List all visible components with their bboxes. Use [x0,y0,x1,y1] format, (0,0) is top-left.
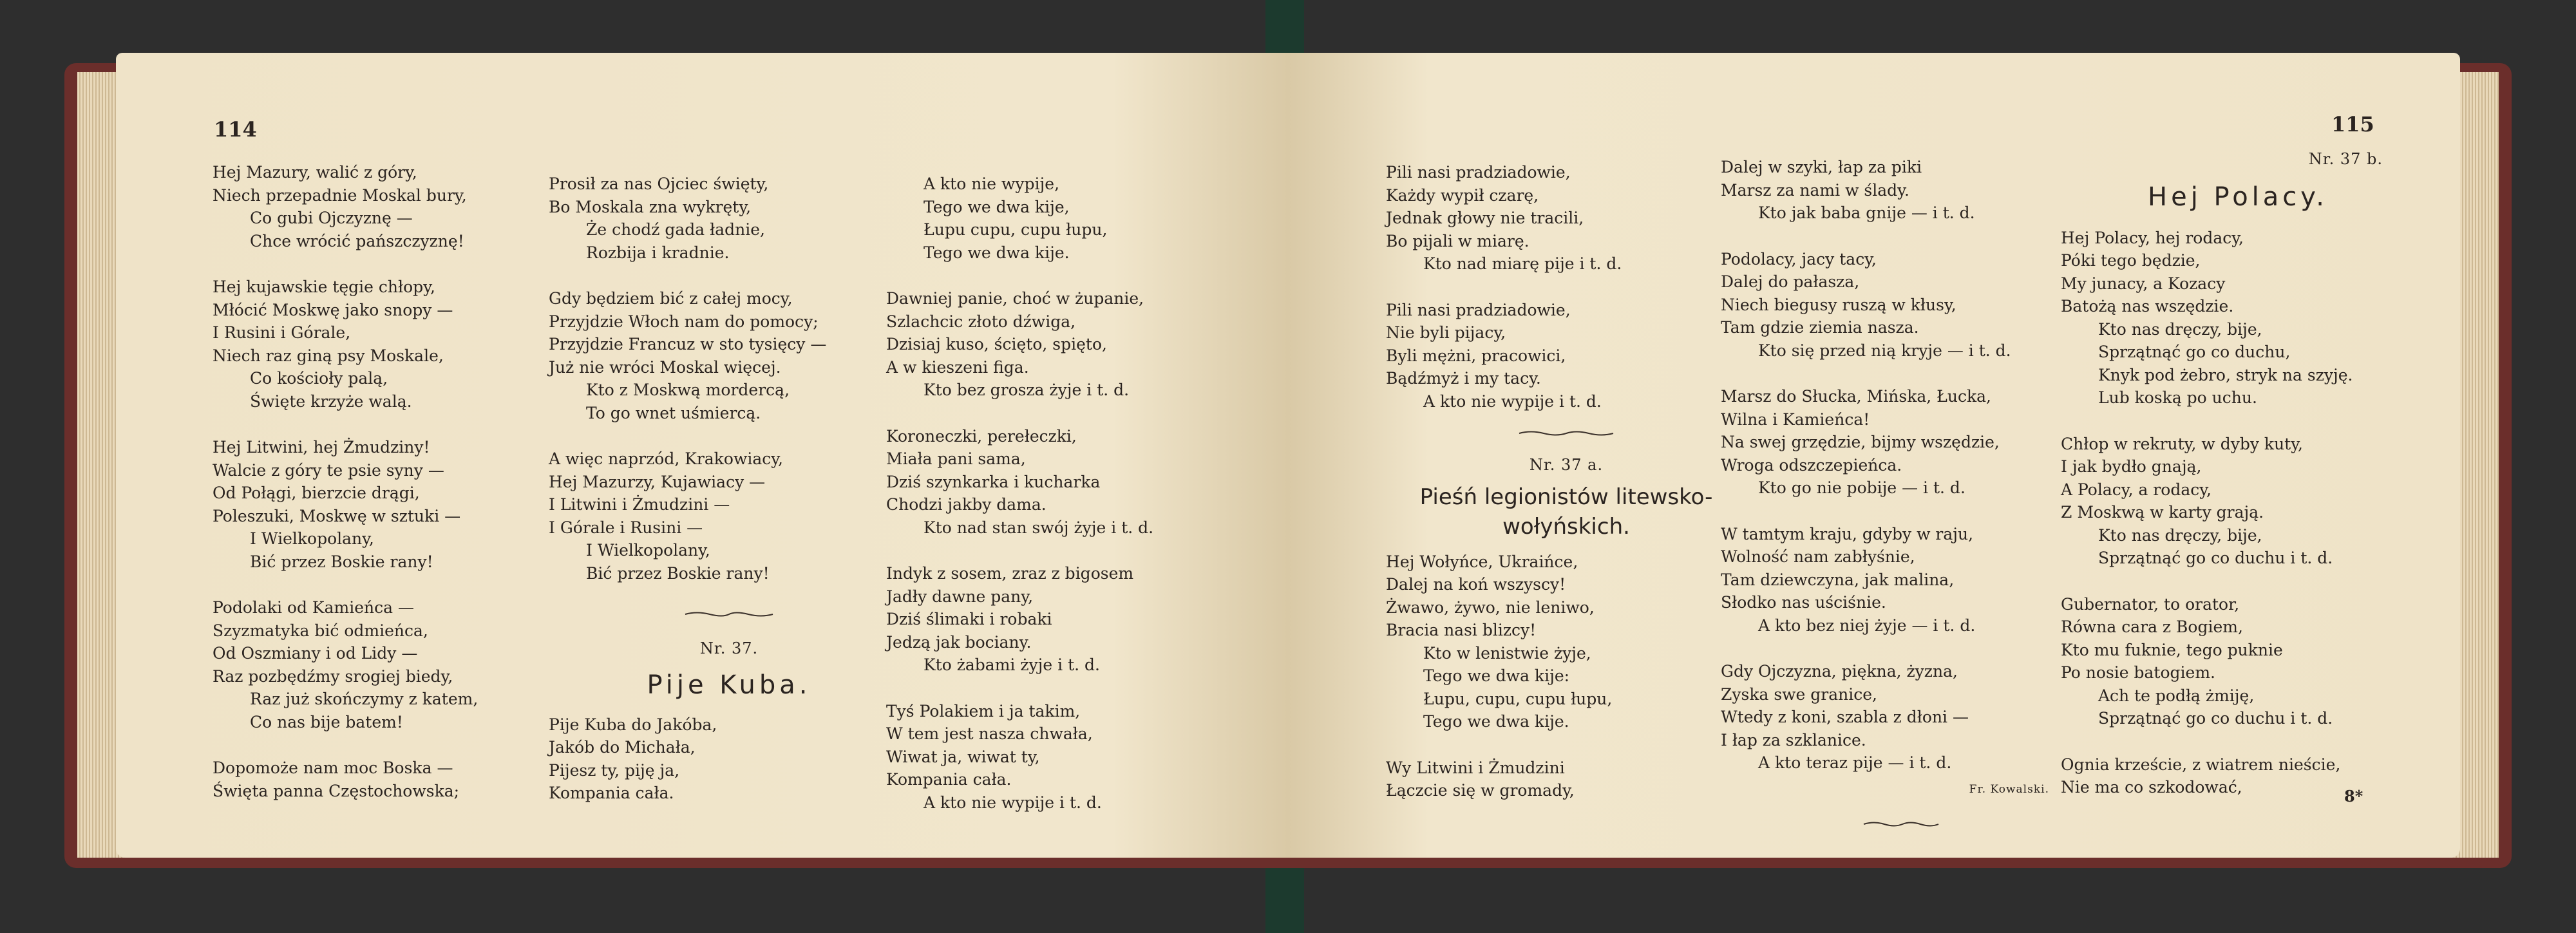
verse-line: Dopomoże nam moc Boska — [213,759,453,777]
verse-line: Ach te podłą żmiję, [2098,686,2255,705]
verse-line: Pili nasi pradziadowie, [1386,300,1571,319]
verse-line: Że chodź gada ładnie, [586,220,766,239]
stanza-gap [549,264,909,287]
verse-line: W tamtym kraju, gdyby w raju, [1721,524,1974,543]
verse-line: Indyk z sosem, zraz z bigosem [886,564,1134,583]
verse-block [549,713,909,805]
song-title: Pije Kuba. [647,670,811,700]
verse-line: Niech biegusy ruszą w kłusy, [1721,295,1956,314]
left-column-3 [886,173,1247,814]
verse-line: Wy Litwini i Żmudzini [1386,758,1565,777]
verse-line: Zyska swe granice, [1721,684,1877,704]
stanza-gap [886,677,1247,700]
page-number-left: 114 [214,117,257,142]
verse-line: Byli mężni, pracowici, [1386,346,1566,365]
verse-block [549,173,909,585]
verse-line: Bo pijali w miarę. [1386,231,1530,250]
verse-line: Święta panna Częstochowska; [213,781,460,800]
ornament-divider [549,610,909,619]
verse-line: Dalej do pałasza, [1721,272,1860,291]
verse-line: Tego we dwa kije. [923,243,1070,262]
verse-line: Kto nas dręczy, bije, [2098,319,2262,339]
verse-line: Kto w lenistwie żyje, [1423,643,1591,663]
stanza-gap [213,573,573,596]
verse-block [886,173,1247,814]
verse-line: Młócić Moskwę jako snopy — [213,300,453,319]
verse-line: Kto go nie pobije — i t. d. [1758,478,1965,497]
verse-line: Batożą nas wszędzie. [2061,297,2234,316]
verse-line: Kto żabami żyje i t. d. [923,655,1100,674]
verse-line: Pili nasi pradziadowie, [1386,163,1571,182]
verse-line: Nie byli pijacy, [1386,323,1506,342]
verse-line: Jakób do Michała, [549,738,696,757]
verse-line: Podolacy, jacy tacy, [1721,249,1877,269]
stanza-gap [1721,225,2081,248]
left-column-2 [549,173,909,805]
verse-line: Chodzi jakby dama. [886,495,1046,514]
verse-line: Gdy będziem bić z całej mocy, [549,289,793,308]
verse-line: Prosił za nas Ojciec święty, [549,174,769,193]
verse-line: Kompania cała. [886,770,1012,789]
verse-line: Łupu, cupu, cupu łupu, [1423,689,1613,708]
verse-line: Poleszuki, Moskwę w sztuki — [213,506,461,525]
verse-line: Kto się przed nią kryje — i t. d. [1758,341,2011,360]
verse-line: Wtedy z koni, szabla z dłoni — [1721,708,1969,726]
verse-line: Marsz za nami w ślady. [1721,180,1909,200]
verse-line: Słodko nas uściśnie. [1721,593,1886,612]
stanza-gap [2061,410,2421,433]
verse-line: Już nie wróci Moskal więcej. [549,357,781,377]
verse-line: A więc naprzód, Krakowiacy, [549,449,784,468]
stanza-gap [1721,637,2081,660]
verse-line: Łupu cupu, cupu łupu, [923,220,1108,239]
verse-line: Dzisiaj kuso, ścięto, spięto, [886,335,1107,353]
stanza-gap [886,539,1247,562]
stanza-gap [886,264,1247,287]
verse-line: Jedzą jak bociany. [886,632,1032,652]
verse-line: Przyjdzie Francuz w sto tysięcy — [549,335,827,353]
verse-line: Od Połągi, bierzcie drągi, [213,484,420,502]
verse-line: Raz pozbędźmy srogiej biedy, [213,666,453,686]
verse-line: Hej Litwini, hej Żmudziny! [213,438,430,457]
verse-line: Wolność nam zabłyśnie, [1721,547,1915,566]
verse-line: Po nosie batogiem. [2061,663,2215,682]
verse-line: To go wnet uśmiercą. [586,403,761,422]
page-number-right: 115 [2331,112,2374,137]
verse-line: A Polacy, a rodacy, [2061,480,2211,499]
verse-line: Wroga odszczepieńca. [1721,455,1902,475]
background-spine-bottom [1265,863,1304,933]
verse-line: Szlachcic złoto dźwiga, [886,312,1076,331]
verse-block [213,161,573,802]
verse-line: Tego we dwa kije: [1423,666,1570,685]
stanza-gap [213,252,573,276]
right-column-2 [1721,156,2081,829]
verse-line: Wilna i Kamieńca! [1721,410,1870,429]
verse-line: Bić przez Boskie rany! [586,563,770,583]
stanza-gap [886,402,1247,425]
verse-line: Jednak głowy nie tracili, [1386,209,1584,227]
song-number: Nr. 37. [699,639,759,657]
verse-line: Żwawo, żywo, nie leniwo, [1386,598,1595,617]
verse-line: Bracia nasi blizcy! [1386,621,1537,639]
verse-line: Sprzątnąć go co duchu, [2098,343,2291,361]
verse-line: Przyjdzie Włoch nam do pomocy; [549,312,819,331]
song-number: Nr. 37 a. [1529,456,1604,474]
verse-line: Lub koską po uchu. [2098,388,2257,407]
song-title: Hej Polacy. [2148,182,2328,212]
verse-line: Z Moskwą w karty grają. [2061,503,2264,522]
verse-line: Dawniej panie, choć w żupanie, [886,289,1144,308]
verse-line: Hej Mazury, walić z góry, [213,163,417,182]
verse-line: Dziś ślimaki i robaki [886,610,1052,628]
verse-line: Chłop w rekruty, w dyby kuty, [2061,434,2303,453]
signature-mark: 8* [2344,787,2363,806]
verse-line: Rozbija i kradnie. [586,243,730,262]
verse-line: Dziś szynkarka i kucharka [886,472,1101,491]
stanza-gap [2061,570,2421,593]
stanza-gap [1386,276,1747,299]
verse-line: A kto teraz pije — i t. d. [1758,753,1952,772]
verse-line: Co gubi Ojczyznę — [250,209,413,227]
verse-line: A kto bez niej żyje — i t. d. [1758,616,1976,635]
right-page [1288,53,2460,858]
verse-line: Niech przepadnie Moskal bury, [213,185,467,205]
stanza-gap [1721,362,2081,385]
verse-line: Dalej w szyki, łap za piki [1721,158,1922,176]
verse-line: Nie ma co szkodować, [2061,778,2242,796]
verse-line: I Górale i Rusini — [549,518,703,537]
verse-line: Każdy wypił czarę, [1386,185,1539,205]
verse-line: Tam dziewczyna, jak malina, [1721,570,1955,589]
verse-line: Sprzątnąć go co duchu i t. d. [2098,549,2333,567]
verse-block [1386,551,1747,802]
verse-line: Póki tego będzie, [2061,251,2201,270]
verse-line: Raz już skończymy z katem, [250,690,478,708]
verse-block [1721,156,2081,775]
verse-line: Podolaki od Kamieńca — [213,598,414,617]
verse-line: Bądźmyż i my tacy. [1386,369,1541,388]
song-title-line-1: Pieśń legionistów litewsko- [1419,484,1713,510]
left-page [116,53,1288,858]
verse-line: Od Oszmiany i od Lidy — [213,644,418,663]
verse-line: Święte krzyże walą. [250,391,412,411]
verse-line: Pijesz ty, piję ja, [549,760,680,780]
verse-line: Co kościoły palą, [250,369,388,388]
ornament-divider [1386,429,1747,438]
verse-line: Kto nas dręczy, bije, [2098,525,2262,545]
right-column-3 [2061,148,2421,799]
verse-line: I Litwini i Żmudzini — [549,495,730,514]
stanza-gap [2061,730,2421,753]
left-column-1 [213,161,573,802]
verse-line: Knyk pod żebro, stryk na szyję. [2098,365,2353,384]
verse-line: Łączcie się w gromady, [1386,781,1575,800]
verse-line: Co nas bije batem! [250,712,403,731]
verse-line: Miała pani sama, [886,449,1026,468]
verse-line: Pije Kuba do Jakóba, [549,715,717,734]
verse-line: Niech raz giną psy Moskale, [213,346,444,365]
verse-line: My junacy, a Kozacy [2061,274,2226,293]
verse-line: Jadły dawne pany, [886,587,1034,606]
verse-line: Hej kujawskie tęgie chłopy, [213,278,435,296]
verse-line: Tego we dwa kije, [923,197,1070,216]
ornament-divider [1721,820,2081,829]
verse-line: Hej Mazurzy, Kujawiacy — [549,472,766,491]
right-column-1 [1386,161,1747,802]
verse-line: I Rusini i Górale, [213,323,351,342]
verse-block [1386,161,1747,413]
stanza-gap [213,733,573,757]
song-number: Nr. 37 b. [2308,150,2383,168]
verse-line: Kto z Moskwą mordercą, [586,381,790,399]
verse-line: Wiwat ja, wiwat ty, [886,747,1040,766]
verse-line: A kto nie wypije i t. d. [923,793,1102,812]
stanza-gap [1386,733,1747,757]
author-signature: Fr. Kowalski. [1969,782,2049,796]
verse-line: Koroneczki, perełeczki, [886,426,1077,446]
verse-line: Tego we dwa kije. [1423,712,1569,731]
verse-line: Tam gdzie ziemia nasza. [1721,318,1919,337]
stanza-gap [213,413,573,436]
stanza-gap [549,424,909,448]
song-title-line-2: wołyńskich. [1502,513,1630,540]
verse-line: Szyzmatyka bić odmieńca, [213,621,428,640]
verse-line: Hej Wołyńce, Ukraińce, [1386,552,1578,571]
verse-line: I jak bydło gnają, [2061,457,2202,476]
verse-line: Kto nad miarę pije i t. d. [1423,254,1622,273]
verse-line: Bo Moskala zna wykręty, [549,197,752,216]
verse-line: Dalej na koń wszyscy! [1386,575,1566,594]
verse-line: Chce wrócić pańszczyznę! [250,231,464,250]
verse-line: A kto nie wypije i t. d. [1423,391,1602,411]
verse-line: Hej Polacy, hej rodacy, [2061,228,2244,247]
verse-line: Równa cara z Bogiem, [2061,617,2243,636]
verse-block [2061,227,2421,799]
verse-line: A w kieszeni figa. [886,357,1029,377]
verse-line: I łap za szklanice. [1721,730,1866,749]
verse-line: Gdy Ojczyzna, piękna, żyzna, [1721,662,1958,681]
verse-line: A kto nie wypije, [923,174,1060,193]
verse-line: Tyś Polakiem i ja takim, [886,701,1081,721]
verse-line: I Wielkopolany, [586,541,710,560]
verse-line: Bić przez Boskie rany! [250,552,433,571]
verse-line: Kto jak baba gnije — i t. d. [1758,203,1975,222]
verse-line: Walcie z góry te psie syny — [213,460,444,480]
verse-line: Sprzątnąć go co duchu i t. d. [2098,709,2333,728]
verse-line: Ognia krzeście, z wiatrem nieście, [2061,755,2341,774]
verse-line: Kto mu fuknie, tego puknie [2061,640,2283,659]
verse-line: Kto nad stan swój żyje i t. d. [923,518,1154,537]
verse-line: Na swej grzędzie, bijmy wszędzie, [1721,433,2000,451]
verse-line: W tem jest nasza chwała, [886,724,1093,743]
verse-line: Gubernator, to orator, [2061,594,2240,614]
verse-line: I Wielkopolany, [250,529,374,548]
stanza-gap [1721,500,2081,523]
verse-line: Kompania cała. [549,784,674,802]
verse-line: Marsz do Słucka, Mińska, Łucka, [1721,387,1991,406]
verse-line: Kto bez grosza żyje i t. d. [923,381,1130,399]
